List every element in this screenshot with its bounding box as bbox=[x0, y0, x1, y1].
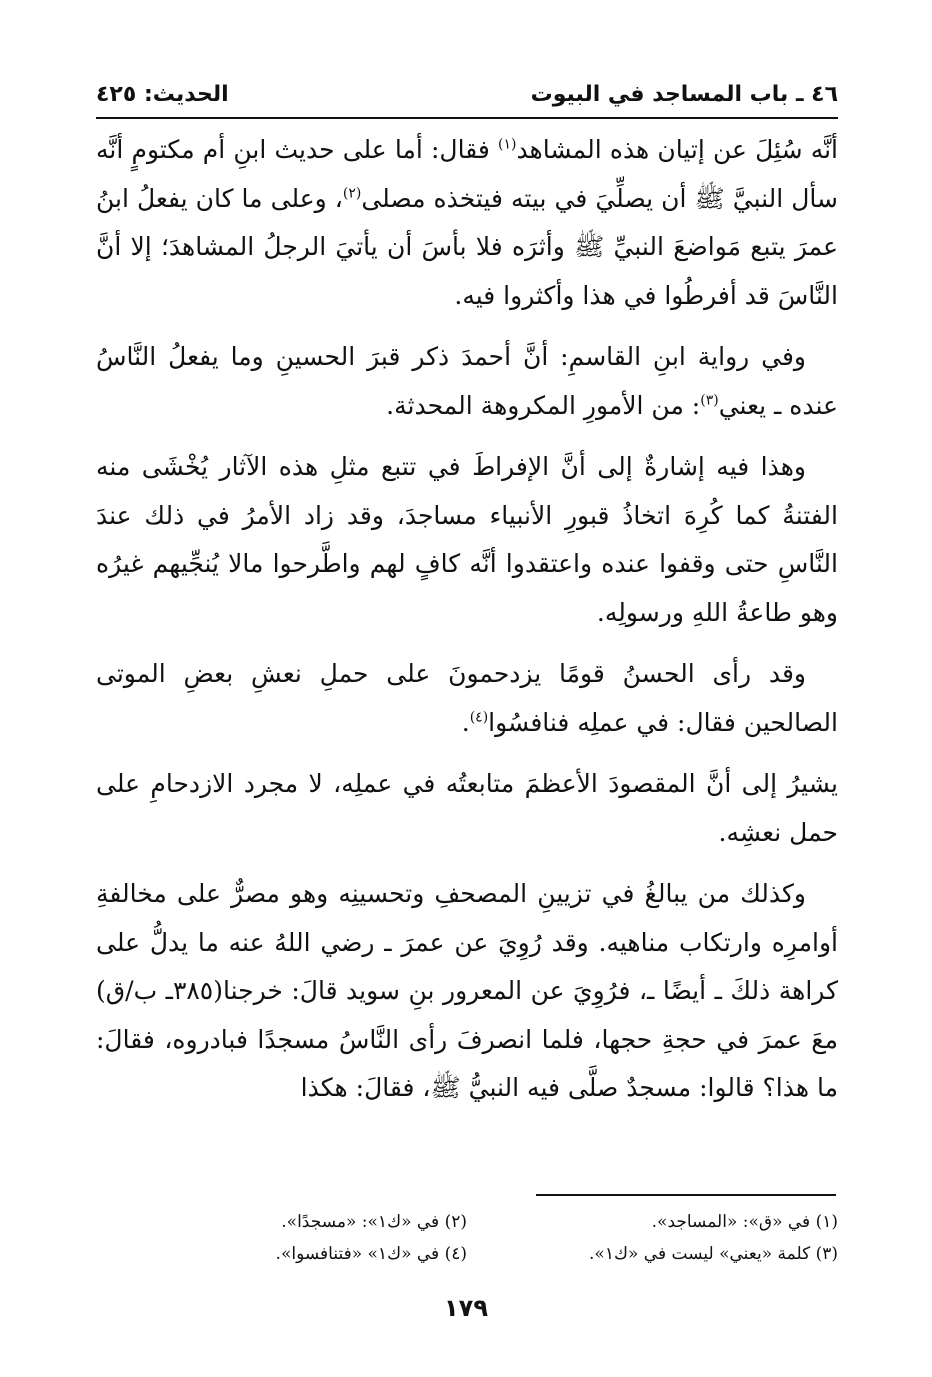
footnote-2: (٢) في «ك١»: «مسجدًا». bbox=[281, 1212, 467, 1232]
footnote-divider bbox=[536, 1194, 836, 1196]
hadith-number: الحديث: ٤٢٥ bbox=[96, 82, 229, 107]
paragraph-3: وهذا فيه إشارةٌ إلى أنَّ الإفراطَ في تتبع مثلِ هذه الآثار يُخْشَى منه الفتنةُ كما كُرِهَ اتخاذُ قبورِ الأنبياء مساجدَ، وقد زاد الأمرُ في ذلك عندَ النَّاسِ حتى وقفوا عنده واعتقدوا أنَّه كافٍ لهم واطَّرحوا مالا يُنجِّيهم غيرُه وهو طاعةُ اللهِ ورسولِه. bbox=[96, 452, 838, 627]
footnote-ref-2: (٢) bbox=[342, 185, 362, 202]
footnotes bbox=[96, 1206, 838, 1270]
footnote-ref-4: (٤) bbox=[469, 709, 489, 726]
paragraph-6: وكذلك من يبالغُ في تزيينِ المصحفِ وتحسينِه وهو مصرٌّ على مخالفةِ أوامرِه وارتكاب مناهيه. وقد رُوِيَ عن عمرَ ـ رضي اللهُ عنه ما يدلُّ على كراهة ذلكَ ـ أيضًا ـ، فرُوِيَ عن المعرور بنِ سويد قالَ: خرجنا(٣٨٥ـ ب/ق) معَ عمرَ في حجةِ حجها، فلما انصرفَ رأى النَّاسُ مسجدًا فبادروه، فقالَ: ما هذا؟ قالوا: مسجدٌ صلَّى فيه النبيُّ ﷺ، فقالَ: هكذا bbox=[96, 879, 838, 1102]
footnote-ref-1: (١) bbox=[497, 136, 517, 153]
paragraph-text: فقال: أما على حديث ابنِ أم مكتومٍ أنَّه سأل النبيَّ ﷺ أن يصلِّيَ في بيته فيتخذه مصلى bbox=[96, 135, 838, 213]
chapter-title: ٤٦ ـ باب المساجد في البيوت bbox=[530, 82, 838, 107]
paragraph-4 bbox=[96, 650, 838, 747]
footnote-4: (٤) في «ك١» «فتنافسوا». bbox=[275, 1244, 467, 1264]
paragraph-text: . bbox=[461, 707, 470, 737]
footnote-ref-3: (٣) bbox=[700, 392, 719, 409]
footnote-3: (٣) كلمة «يعني» ليست في «ك١». bbox=[589, 1244, 838, 1264]
paragraph-text: وفي رواية ابنِ القاسمِ: أنَّ أحمدَ ذكر قبرَ الحسينِ وما يفعلُ النَّاسُ عنده ـ يعني bbox=[96, 342, 838, 420]
header-divider bbox=[96, 117, 838, 119]
paragraph-text: أنَّه سُئِلَ عن إتيان هذه المشاهد bbox=[516, 135, 838, 164]
paragraph-5: يشيرُ إلى أنَّ المقصودَ الأعظمَ متابعتُه في عملِه، لا مجرد الازدحامِ على حمل نعشِه. bbox=[96, 769, 838, 847]
paragraph-1 bbox=[96, 126, 838, 320]
paragraph-text: وقد رأى الحسنُ قومًا يزدحمونَ على حملِ نعشِ بعضِ الموتى الصالحين فقال: في عملِه فنافسُوا bbox=[96, 659, 838, 737]
paragraph-2 bbox=[96, 333, 838, 430]
paragraph-text: : من الأمورِ المكروهة المحدثة. bbox=[386, 390, 701, 420]
page-number: ١٧٩ bbox=[444, 1294, 488, 1322]
main-text bbox=[96, 126, 838, 1126]
footnote-row bbox=[96, 1238, 838, 1270]
footnote-1: (١) في «ق»: «المساجد». bbox=[651, 1212, 838, 1232]
paragraph-text: ، وعلى ما كان يفعلُ ابنُ عمرَ يتبع مَواضعَ النبيِّ ﷺ وأثرَه فلا بأسَ أن يأتيَ الرجلُ المشاهدَ؛ إلا أنَّ النَّاسَ قد أفرطُوا في هذا وأكثروا فيه. bbox=[96, 183, 838, 310]
running-header bbox=[96, 78, 838, 118]
footnote-row bbox=[96, 1206, 838, 1238]
